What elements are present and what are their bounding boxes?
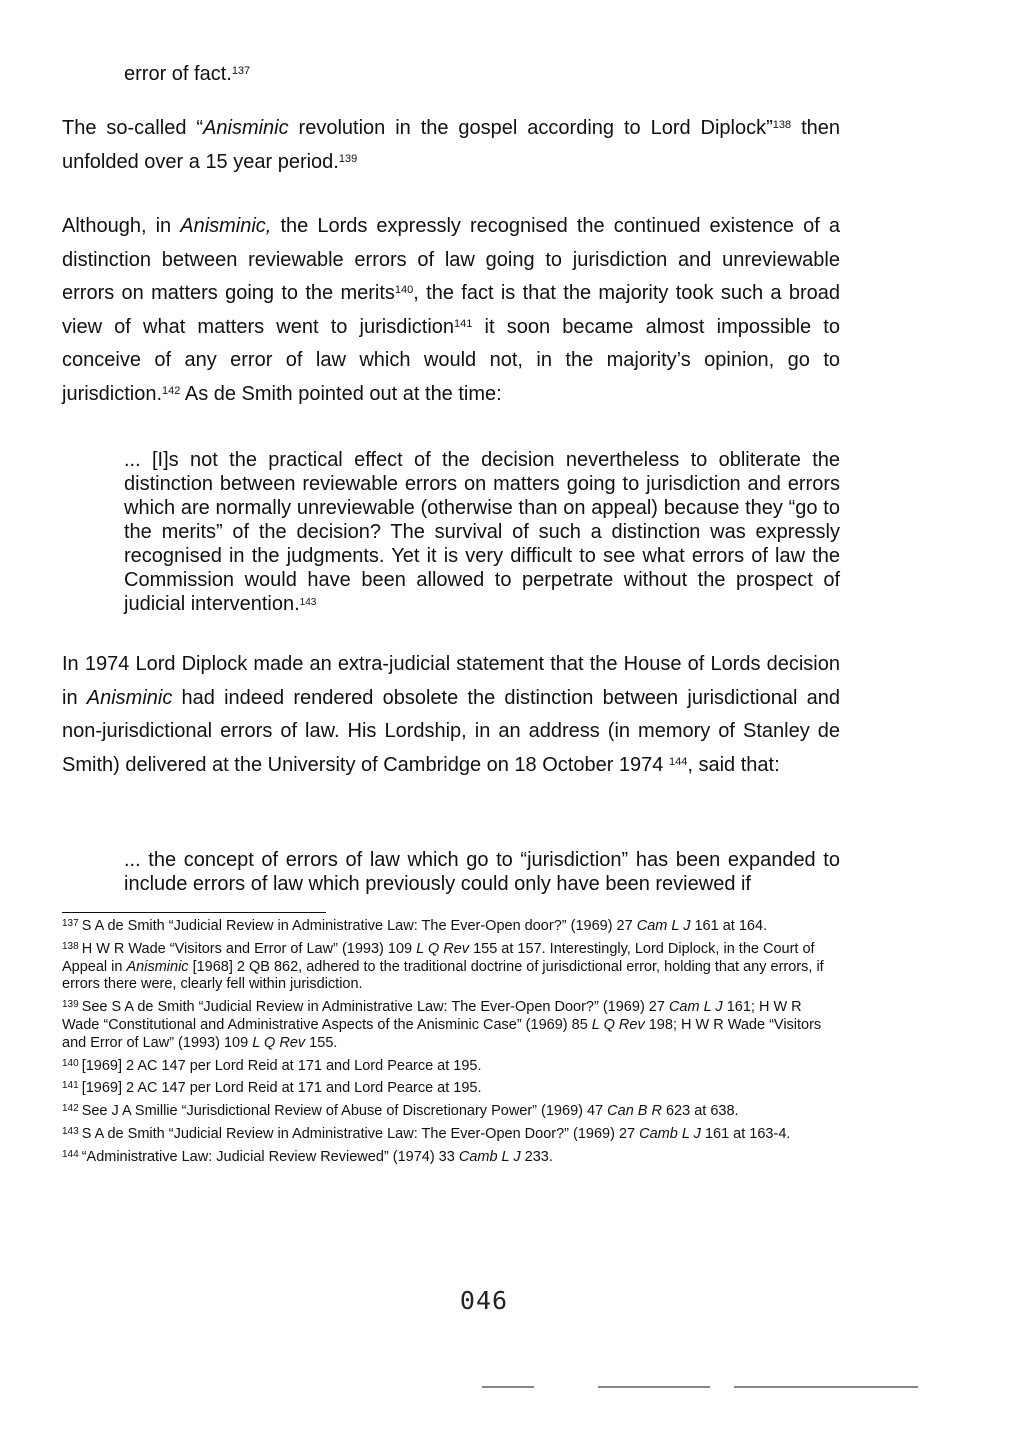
footnote-text: [1968] 2 QB 862, adhered to the traditional doctrine of jurisdictional error, holding that any errors, if errors there were, clearly fell within jurisdiction. bbox=[62, 958, 824, 993]
quote-text: ... [I]s not the practical effect of the decision nevertheless to obliterate the distinction between reviewable errors on matters going to jurisdiction and errors which are normally unreviewable (otherwise than on appeal) because they “go to the merits” of the decision? The survival of such a distinction was expressly recognised in the judgments. Yet it is very difficult to see what errors of law the Commission would have been allowed to perpetrate without the prospect of judicial intervention. bbox=[124, 449, 840, 615]
paragraph-text: then unfolded over a 15 year period. bbox=[62, 117, 841, 173]
opening-line bbox=[124, 58, 902, 92]
footnote-number: 137 bbox=[62, 918, 79, 929]
journal-name-italic: Can B R bbox=[607, 1103, 662, 1120]
footnote-text: 161; H W R Wade “Constitutional and Administrative Aspects of the Anisminic Case” (1969) 85 bbox=[62, 999, 802, 1033]
footnote-139 bbox=[62, 999, 840, 1052]
case-name-italic: Anisminic bbox=[86, 686, 173, 709]
footnote-ref-138[interactable]: 138 bbox=[772, 119, 792, 131]
footnote-text: 161 at 164. bbox=[690, 918, 768, 934]
footnote-141 bbox=[62, 1080, 840, 1098]
paragraph-text: had indeed rendered obsolete the distinction between jurisdictional and non-jurisdictional errors of law. His Lordship, in an address (in memory of Stanley de Smith) delivered at the University of Cambridge on 18 October 1974 bbox=[62, 686, 840, 776]
footnote-number: 139 bbox=[62, 999, 79, 1011]
block-quote-diplock bbox=[124, 848, 840, 896]
footnote-number: 144 bbox=[62, 1148, 79, 1160]
footnote-ref-137[interactable]: 137 bbox=[231, 65, 251, 77]
paragraph-text: it soon became almost impossible to conceive of any error of law which would not, in the majority’s opinion, go to jurisdiction. bbox=[62, 315, 840, 405]
footnote-separator bbox=[62, 912, 326, 913]
footnote-ref-139[interactable]: 139 bbox=[338, 152, 358, 165]
footnote-text: See S A de Smith “Judicial Review in Administrative Law: The Ever-Open Door?” (1969) 27 bbox=[81, 999, 669, 1016]
paragraph-text: In 1974 Lord Diplock made an extra-judicial statement that the House of Lords decision in bbox=[62, 653, 840, 709]
footnote-number: 142 bbox=[62, 1103, 79, 1115]
paragraph-text: The so-called “ bbox=[62, 117, 204, 139]
footnote-text: 155. bbox=[305, 1034, 338, 1051]
journal-name-italic: Cam L J bbox=[668, 999, 723, 1016]
footnote-144 bbox=[62, 1149, 840, 1167]
footnote-ref-144[interactable]: 144 bbox=[668, 755, 688, 768]
case-name-italic: Anisminic, bbox=[180, 215, 272, 237]
paragraph-text: , the fact is that the majority took such a broad view of what matters went to jurisdiction bbox=[62, 282, 840, 338]
footnote-text: 155 at 157. Interestingly, Lord Diplock, in the Court of Appeal in bbox=[62, 940, 815, 975]
scan-line-mark bbox=[482, 1386, 534, 1388]
footnote-text: H W R Wade “Visitors and Error of Law” (1993) 109 bbox=[81, 940, 417, 957]
case-name-italic: Anisminic bbox=[126, 958, 189, 975]
journal-name-italic: Camb L J bbox=[639, 1125, 701, 1142]
footnote-137 bbox=[62, 918, 840, 936]
quote-text: ... the concept of errors of law which go to “jurisdiction” has been expanded to include errors of law which previously could only have been reviewed if bbox=[124, 849, 840, 895]
footnote-text: 233. bbox=[520, 1148, 553, 1165]
footnote-143 bbox=[62, 1126, 840, 1144]
footnote-ref-141[interactable]: 141 bbox=[454, 317, 473, 330]
opening-text: error of fact. bbox=[124, 63, 232, 85]
footnote-text: S A de Smith “Judicial Review in Administrative Law: The Ever-Open Door?” (1969) 27 bbox=[81, 1125, 640, 1142]
footnote-text: [1969] 2 AC 147 per Lord Reid at 171 and Lord Pearce at 195. bbox=[81, 1057, 482, 1074]
footnote-number: 138 bbox=[62, 940, 79, 952]
paragraph-text: , said that: bbox=[687, 753, 780, 776]
journal-name-italic: L Q Rev bbox=[416, 940, 470, 957]
paragraph-text: revolution in the gospel according to Lord Diplock” bbox=[288, 117, 773, 139]
journal-name-italic: Cam L J bbox=[636, 918, 691, 934]
paragraph-text: Although, in bbox=[62, 215, 181, 237]
footnote-ref-142[interactable]: 142 bbox=[162, 384, 181, 397]
scan-line-mark bbox=[598, 1386, 710, 1388]
footnote-ref-143[interactable]: 143 bbox=[299, 597, 317, 608]
paragraph-text: As de Smith pointed out at the time: bbox=[180, 382, 502, 405]
paragraph-anisminic bbox=[62, 210, 840, 411]
paragraph-revolution bbox=[62, 112, 840, 179]
footnote-text: 161 at 163-4. bbox=[700, 1125, 791, 1142]
journal-name-italic: Camb L J bbox=[458, 1148, 521, 1165]
footnote-138 bbox=[62, 941, 840, 994]
footnote-text: See J A Smillie “Jurisdictional Review of Abuse of Discretionary Power” (1969) 47 bbox=[81, 1103, 608, 1120]
case-name-italic: Anisminic bbox=[203, 117, 289, 139]
footnote-ref-140[interactable]: 140 bbox=[394, 284, 414, 296]
page-number: 046 bbox=[459, 1286, 509, 1315]
footnote-140 bbox=[62, 1058, 840, 1076]
footnote-text: [1969] 2 AC 147 per Lord Reid at 171 and Lord Pearce at 195. bbox=[81, 1080, 482, 1097]
block-quote-de-smith bbox=[124, 448, 840, 616]
journal-name-italic: L Q Rev bbox=[252, 1034, 306, 1051]
footnote-number: 140 bbox=[62, 1057, 79, 1069]
footnote-text: 198; H W R Wade “Visitors and Error of Law” (1993) 109 bbox=[62, 1016, 822, 1051]
paragraph-text: the Lords expressly recognised the continued existence of a distinction between reviewable errors of law going to jurisdiction and unreviewable errors on matters going to the merits bbox=[62, 215, 840, 304]
footnote-142 bbox=[62, 1103, 840, 1121]
footnote-text: S A de Smith “Judicial Review in Administrative Law: The Ever-Open door?” (1969) 27 bbox=[81, 918, 637, 934]
footnote-number: 141 bbox=[62, 1080, 79, 1092]
footnote-number: 143 bbox=[62, 1125, 79, 1137]
footnote-text: 623 at 638. bbox=[661, 1103, 739, 1120]
footnotes-list bbox=[62, 918, 840, 1172]
journal-name-italic: L Q Rev bbox=[591, 1016, 645, 1033]
footnote-text: “Administrative Law: Judicial Review Reviewed” (1974) 33 bbox=[81, 1148, 459, 1165]
paragraph-diplock bbox=[62, 648, 840, 782]
scan-line-mark bbox=[734, 1386, 918, 1388]
